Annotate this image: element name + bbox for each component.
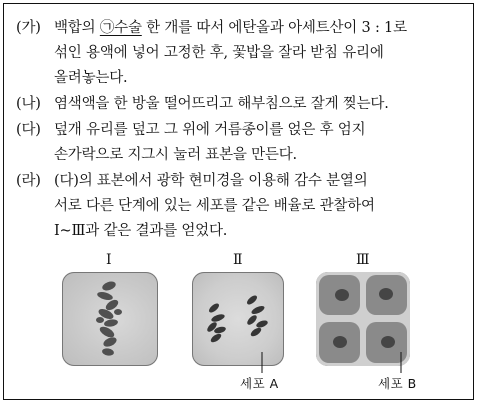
panel-label-3: Ⅲ	[356, 252, 370, 268]
step-marker: (다)	[16, 122, 41, 138]
step-line: 서로 다른 단계에 있는 세포를 같은 배율로 관찰하여	[54, 198, 375, 214]
step-line: 염색액을 한 방울 떨어뜨리고 해부침으로 잘게 찢는다.	[54, 96, 389, 112]
step-line: 덮개 유리를 덮고 그 위에 거름종이를 얹은 후 엄지	[54, 122, 366, 138]
step-line: (다)의 표본에서 광학 현미경을 이용해 감수 분열의	[54, 173, 368, 189]
step-line: 올려놓는다.	[54, 70, 128, 86]
step-marker: (가)	[16, 20, 41, 36]
step-line: Ⅰ~Ⅲ과 같은 결과를 얻었다.	[54, 223, 228, 239]
step-line: 섞인 용액에 넣어 고정한 후, 꽃밥을 잘라 받침 유리에	[54, 45, 384, 61]
stamen-term: ㉠수술	[99, 20, 142, 36]
step-line: 손가락으로 지그시 눌러 표본을 만든다.	[54, 147, 297, 163]
panel-label-1: Ⅰ	[106, 252, 112, 268]
step-marker: (나)	[16, 96, 41, 112]
text-span: 한 개를 따서 에탄올과 아세트산이 3 : 1로	[141, 20, 407, 36]
step-marker: (라)	[16, 173, 41, 189]
callout-cell-a: 세포 A	[240, 376, 279, 391]
callout-cell-b: 세포 B	[378, 376, 417, 391]
text-span: 백합의	[54, 20, 100, 36]
panel-label-2: Ⅱ	[233, 252, 243, 268]
